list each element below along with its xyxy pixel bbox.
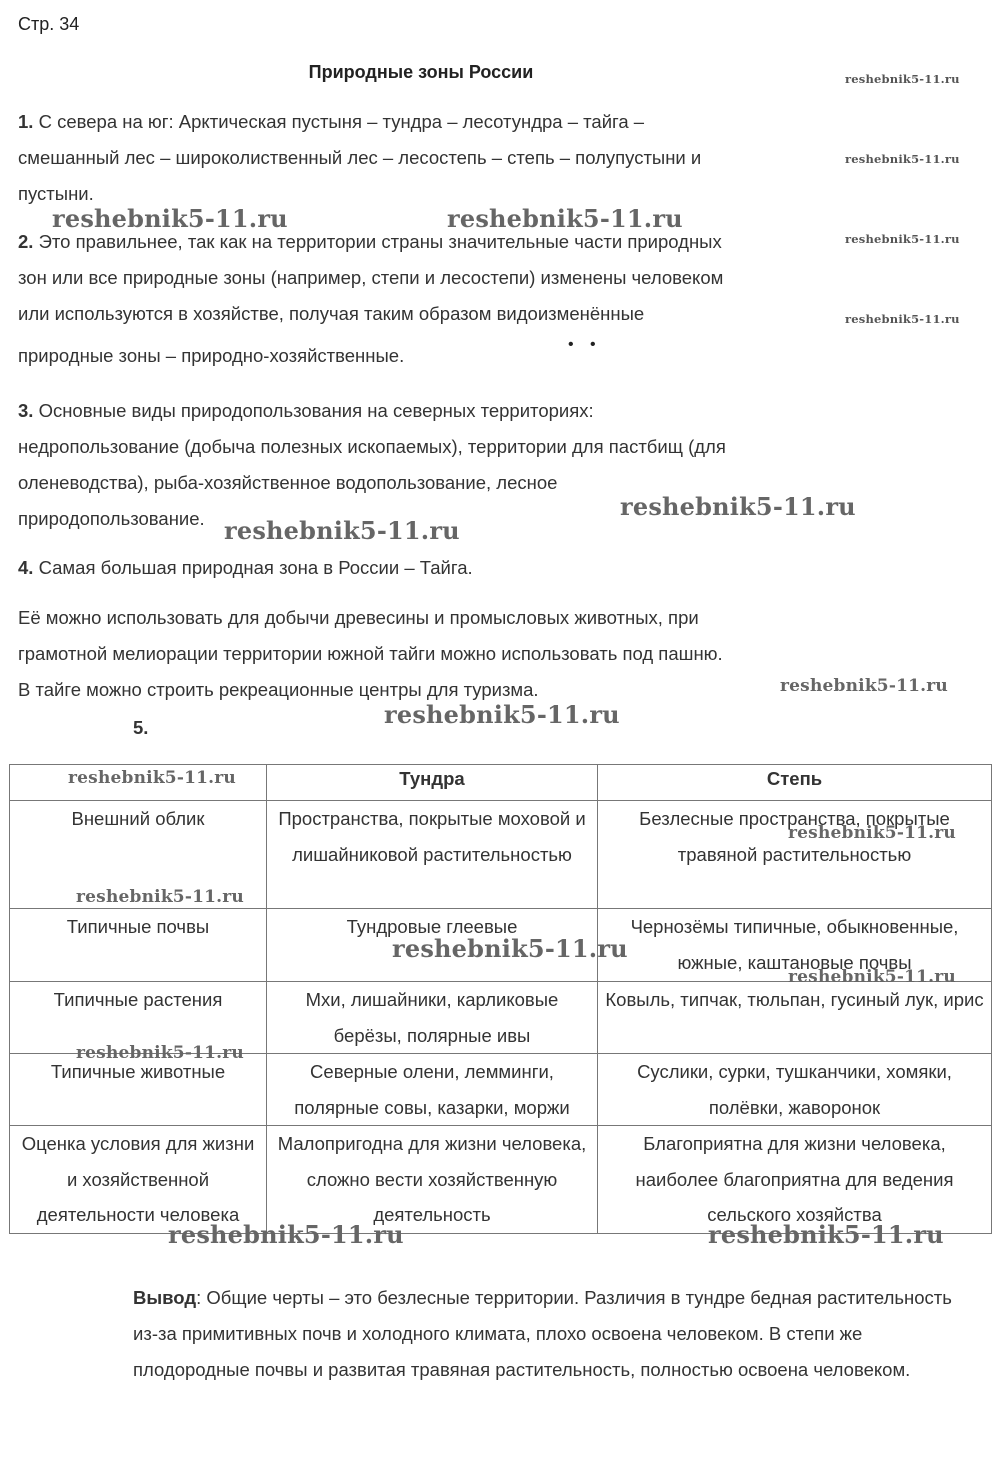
row-label: Оценка условия для жизни и хозяйственной деятельности человека <box>10 1126 267 1234</box>
conclusion-text: : Общие черты – это безлесные территории. Различия в тундре бедная растительность из-за примитивных почв и холодного климата, плохо освоена человеком. В степи же плодородные почвы и развитая травяная растительность, полностью освоена человеком. <box>133 1287 952 1380</box>
watermark: reshebnik5-11.ru <box>76 1043 244 1063</box>
tundra-cell: Пространства, покрытые моховой и лишайниковой растительностью <box>267 801 598 909</box>
conclusion-label: Вывод <box>133 1287 197 1308</box>
table-row <box>10 1126 992 1234</box>
steppe-cell: Ковыль, типчак, тюльпан, гусиный лук, ирис <box>598 982 992 1054</box>
table-header-steppe: Степь <box>598 765 992 801</box>
tundra-cell: Малопригодна для жизни человека, сложно вести хозяйственную деятельность <box>267 1126 598 1234</box>
watermark: reshebnik5-11.ru <box>224 516 460 545</box>
answer-text: В тайге можно строить рекреационные центры для туризма. <box>18 679 539 700</box>
watermark: reshebnik5-11.ru <box>447 204 683 233</box>
answer-text: природопользование. <box>18 508 205 529</box>
watermark: reshebnik5-11.ru <box>384 700 620 729</box>
row-label: Типичные животные <box>10 1054 267 1126</box>
steppe-cell: Суслики, сурки, тушканчики, хомяки, полёвки, жаворонок <box>598 1054 992 1126</box>
watermark: reshebnik5-11.ru <box>788 967 956 987</box>
steppe-cell: Благоприятна для жизни человека, наиболее благоприятна для ведения сельского хозяйства <box>598 1126 992 1234</box>
answer-number: 4. <box>18 557 34 578</box>
answer-text: грамотной мелиорации территории южной тайги можно использовать под пашню. <box>18 643 723 664</box>
watermark: reshebnik5-11.ru <box>780 676 948 696</box>
watermark: reshebnik5-11.ru <box>392 934 628 963</box>
table-header-tundra: Тундра <box>267 765 598 801</box>
answer-text: пустыни. <box>18 183 94 204</box>
watermark: reshebnik5-11.ru <box>76 887 244 907</box>
conclusion <box>133 1280 953 1388</box>
answer-text: оленеводства), рыба-хозяйственное водопользование, лесное <box>18 472 558 493</box>
answer-text: Её можно использовать для добычи древесины и промысловых животных, при <box>18 607 699 628</box>
watermark: reshebnik5-11.ru <box>845 152 960 166</box>
answer-4 <box>18 550 838 586</box>
answer-text: природные зоны – природно-хозяйственные. <box>18 345 405 366</box>
page-title: Природные зоны России <box>308 62 534 82</box>
watermark: reshebnik5-11.ru <box>845 312 960 326</box>
steppe-cell: Безлесные пространства, покрытые травяной растительностью <box>598 801 992 909</box>
decorative-dots: • • <box>568 336 602 353</box>
page-number: Стр. 34 <box>18 14 80 34</box>
watermark: reshebnik5-11.ru <box>708 1220 944 1249</box>
tundra-cell: Тундровые глеевые <box>267 909 598 982</box>
answer-text: зон или все природные зоны (например, степи и лесостепи) изменены человеком <box>18 267 724 288</box>
row-label: Типичные растения <box>10 982 267 1054</box>
answer-number: 1. <box>18 111 34 132</box>
answer-number: 5. <box>133 717 149 738</box>
watermark: reshebnik5-11.ru <box>68 768 236 788</box>
watermark: reshebnik5-11.ru <box>52 204 288 233</box>
answer-1 <box>18 104 838 212</box>
answer-text: Это правильнее, так как на территории страны значительные части природных <box>38 231 722 252</box>
answer-4-continued <box>18 600 838 708</box>
answer-text: С севера на юг: Арктическая пустыня – тундра – лесотундра – тайга – <box>38 111 645 132</box>
watermark: reshebnik5-11.ru <box>788 823 956 843</box>
watermark: reshebnik5-11.ru <box>620 492 856 521</box>
row-label: Внешний облик <box>10 801 267 909</box>
steppe-cell: Чернозёмы типичные, обыкновенные, южные, каштановые почвы <box>598 909 992 982</box>
answer-text: Самая большая природная зона в России – Тайга. <box>38 557 473 578</box>
tundra-cell: Мхи, лишайники, карликовые берёзы, полярные ивы <box>267 982 598 1054</box>
watermark: reshebnik5-11.ru <box>845 72 960 86</box>
answer-text: Основные виды природопользования на северных территориях: <box>38 400 594 421</box>
table-row <box>10 1054 992 1126</box>
answer-text: или используются в хозяйстве, получая таким образом видоизменённые <box>18 303 645 324</box>
tundra-cell: Северные олени, лемминги, полярные совы, казарки, моржи <box>267 1054 598 1126</box>
row-label: Типичные почвы <box>10 909 267 982</box>
answer-number: 2. <box>18 231 34 252</box>
answer-text: недропользование (добыча полезных ископаемых), территории для пастбищ (для <box>18 436 726 457</box>
watermark: reshebnik5-11.ru <box>168 1220 404 1249</box>
watermark: reshebnik5-11.ru <box>845 232 960 246</box>
answer-2 <box>18 224 838 374</box>
answer-text: смешанный лес – широколиственный лес – лесостепь – степь – полупустыни и <box>18 147 702 168</box>
answer-number: 3. <box>18 400 34 421</box>
